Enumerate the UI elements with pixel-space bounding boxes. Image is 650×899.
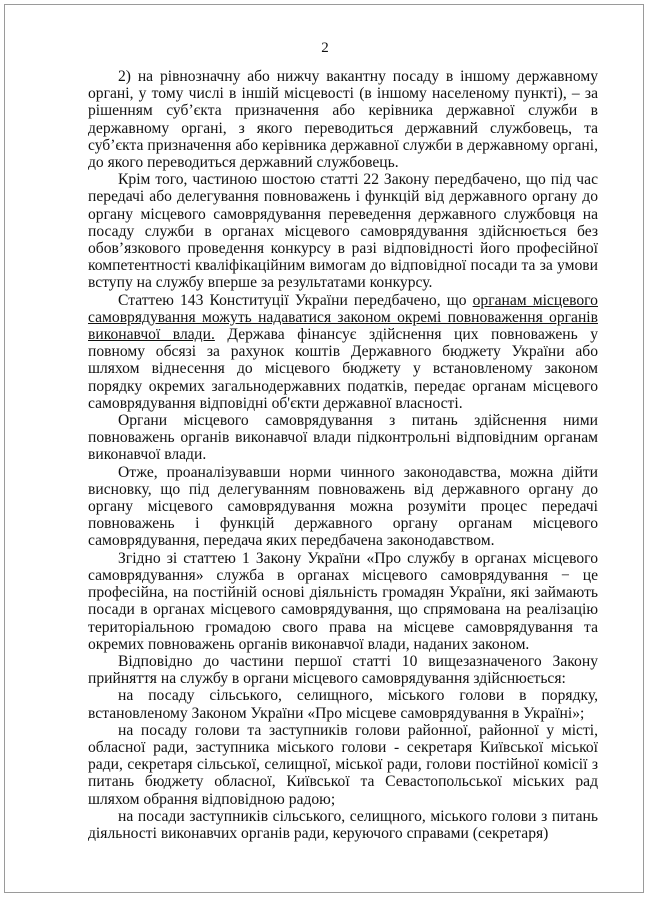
paragraph-council-election: на посаду голови та заступників голови районної, районної у місті, обласної ради, заступника міського голови - секретаря Київської міської ради, секретаря сільської, селищної, міської ради, голови постійної комісії з питань бюджету обласної, Київської та Севастопольської міських рад шляхом обрання відповідною радою; <box>88 721 598 808</box>
document-body <box>88 68 598 842</box>
paragraph-conclusion: Отже, проаналізувавши норми чинного законодавства, можна дійти висновку, що під делегуванням повноважень від державного органу до органу місцевого самоврядування можна розуміти процес передачі повноважень і функцій державного органу органам місцевого самоврядування, передача яких передбачена законодавством. <box>88 463 598 550</box>
paragraph-transfer-equivalent-post: 2) на рівнозначну або нижчу вакантну посаду в іншому державному органі, у тому числі в іншій місцевості (в іншому населеному пункті), – за рішенням суб’єкта призначення або керівника державної служби в державному органі, з якого переводиться державний службовець, та суб’єкта призначення або керівника державної служби в державному органі, до якого переводиться державний службовець. <box>88 68 598 172</box>
page-number: 2 <box>321 40 329 56</box>
paragraph-article-10-intro: Відповідно до частини першої статті 10 вищезазначеного Закону прийняття на службу в органи місцевого самоврядування здійснюється: <box>88 652 598 688</box>
paragraph-article-22: Крім того, частиною шостою статті 22 Закону передбачено, що під час передачі або делегування повноважень і функцій від державного органу до органу місцевого самоврядування переведення державного службовця на посаду служби в органах місцевого самоврядування здійснюється без обов’язкового проведення конкурсу в разі відповідності його професійної компетентності кваліфікаційним вимогам до відповідної посади та за умови вступу на службу вперше за результатами конкурсу. <box>88 171 598 292</box>
article-143-financing: Держава фінансує здійснення цих повноважень у повному обсязі за рахунок коштів Державного бюджету України або шляхом віднесення до місцевого бюджету у встановленому законом порядку окремих загальнодержавних податків, передає органам місцевого самоврядування відповідні об'єкти державної власності. <box>88 326 599 412</box>
paragraph-head-election: на посаду сільського, селищного, міського голови в порядку, встановленому Законом України «Про місцеве самоврядування в Україні»; <box>88 687 598 722</box>
paragraph-article-143 <box>88 292 598 412</box>
paragraph-article-1-definition: Згідно зі статтею 1 Закону України «Про службу в органах місцевого самоврядування» служба в органах місцевого самоврядування − це професійна, на постійній основі діяльність громадян України, які займають посади в органах місцевого самоврядування, що спрямована на реалізацію територіальною громадою свого права на місцеве самоврядування та окремих повноважень органів виконавчої влади, наданих законом. <box>88 549 598 653</box>
paragraph-deputies-appointment: на посади заступників сільського, селищного, міського голови з питань діяльності виконавчих органів ради, керуючого справами (секретаря) <box>88 807 598 842</box>
article-143-underlined-text: органам місцевого самоврядування можуть надаватися законом окремі повноваження органів виконавчої влади. <box>88 291 598 344</box>
paragraph-control: Органи місцевого самоврядування з питань здійснення ними повноважень органів виконавчої влади підконтрольні відповідним органам виконавчої влади. <box>88 412 598 464</box>
article-143-intro: Статтею 143 Конституції України передбачено, що <box>118 291 473 309</box>
